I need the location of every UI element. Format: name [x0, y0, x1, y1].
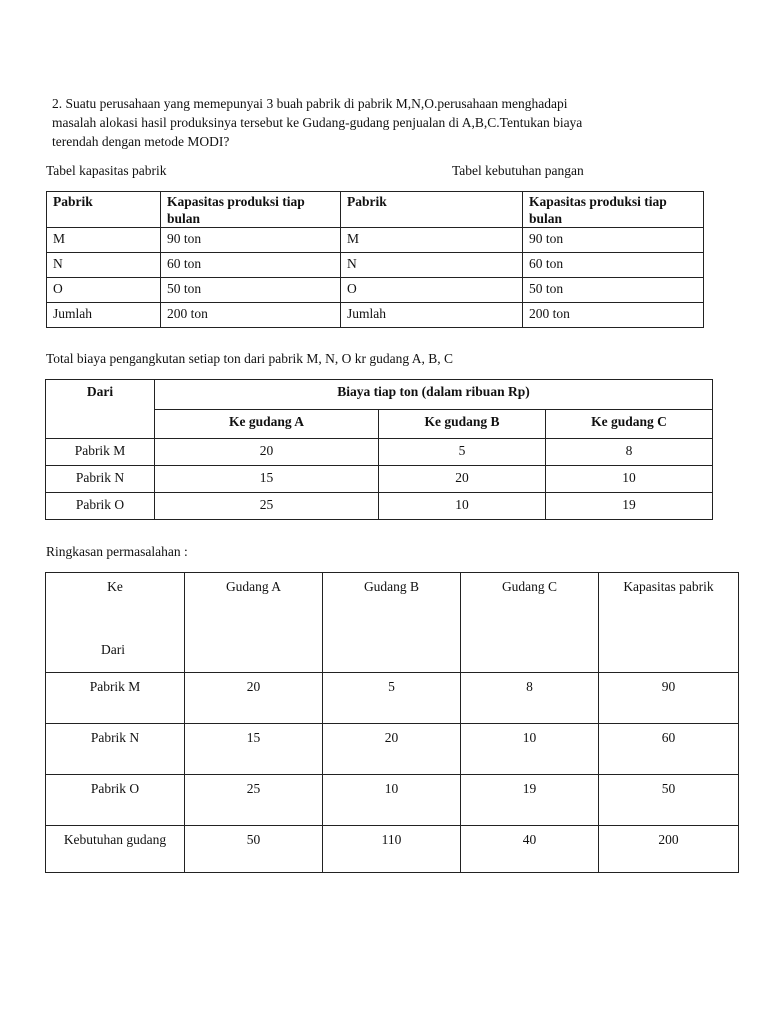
- table-row: [46, 466, 713, 493]
- table-cell: 90: [599, 673, 739, 724]
- table-cell: 50: [185, 826, 323, 873]
- header-cell: Ke gudang B: [379, 410, 546, 439]
- table-cell: O: [341, 278, 523, 303]
- table-cell: 20: [379, 466, 546, 493]
- transport-cost-table: [45, 379, 713, 520]
- table-cell: 5: [379, 439, 546, 466]
- table-cell: Pabrik N: [46, 466, 155, 493]
- header-cell: Gudang B: [323, 573, 461, 673]
- problem-line: masalah alokasi hasil produksinya tersebut ke Gudang-gudang penjualan di A,B,C.Tentukan biaya: [52, 115, 583, 130]
- table-cell: 20: [155, 439, 379, 466]
- table-header-row: [46, 380, 713, 410]
- table-cell: 10: [323, 775, 461, 826]
- table-cell: 10: [546, 466, 713, 493]
- table-cell: 19: [546, 493, 713, 520]
- table-cell: 8: [546, 439, 713, 466]
- table-row: [46, 673, 739, 724]
- problem-statement: [52, 94, 692, 151]
- table-cell: 50 ton: [523, 278, 704, 303]
- table-cell: 200 ton: [161, 303, 341, 328]
- table-cell: 15: [155, 466, 379, 493]
- table-cell: 8: [461, 673, 599, 724]
- table-cell: N: [341, 253, 523, 278]
- table-cell: M: [47, 228, 161, 253]
- table-row: [46, 439, 713, 466]
- ke-label: Ke: [107, 579, 123, 594]
- table-cell: Jumlah: [341, 303, 523, 328]
- table-cell: 50 ton: [161, 278, 341, 303]
- table-row: [46, 493, 713, 520]
- table-row: [46, 775, 739, 826]
- table-cell: Pabrik O: [46, 775, 185, 826]
- table-cell: 90 ton: [523, 228, 704, 253]
- dari-header: Dari: [46, 380, 155, 439]
- table-cell: 90 ton: [161, 228, 341, 253]
- table-row: [46, 724, 739, 775]
- table-cell: O: [47, 278, 161, 303]
- table-cell: M: [341, 228, 523, 253]
- table-row: [47, 228, 704, 253]
- table-header-row: [46, 573, 739, 673]
- summary-table: [45, 572, 739, 873]
- header-cell: Kapasitas produksi tiap bulan: [523, 192, 704, 228]
- table-cell: Pabrik M: [46, 673, 185, 724]
- table-header-row: [47, 192, 704, 228]
- table-cell: 25: [185, 775, 323, 826]
- table-cell: 25: [155, 493, 379, 520]
- caption-ringkasan: Ringkasan permasalahan :: [46, 544, 188, 559]
- table-cell: 60 ton: [523, 253, 704, 278]
- dari-label: Dari: [101, 642, 125, 657]
- cost-group-header: Biaya tiap ton (dalam ribuan Rp): [155, 380, 713, 410]
- table-cell: 40: [461, 826, 599, 873]
- table-cell: 200: [599, 826, 739, 873]
- table-cell: 60 ton: [161, 253, 341, 278]
- caption-kebutuhan: Tabel kebutuhan pangan: [452, 163, 584, 178]
- header-cell: Kapasitas pabrik: [599, 573, 739, 673]
- table-row: [46, 826, 739, 873]
- table-row: [47, 278, 704, 303]
- table-cell: 20: [323, 724, 461, 775]
- header-cell: Pabrik: [341, 192, 523, 228]
- header-cell: Ke gudang C: [546, 410, 713, 439]
- table-cell: 110: [323, 826, 461, 873]
- table-cell: 10: [461, 724, 599, 775]
- table-cell: 19: [461, 775, 599, 826]
- table-cell: 200 ton: [523, 303, 704, 328]
- ke-dari-header: [46, 573, 185, 673]
- table-row: [47, 303, 704, 328]
- problem-line: terendah dengan metode MODI?: [52, 134, 230, 149]
- header-cell: Ke gudang A: [155, 410, 379, 439]
- header-cell: Gudang C: [461, 573, 599, 673]
- header-cell: Gudang A: [185, 573, 323, 673]
- table-cell: 5: [323, 673, 461, 724]
- table-row: [47, 253, 704, 278]
- problem-line: 2. Suatu perusahaan yang memepunyai 3 buah pabrik di pabrik M,N,O.perusahaan menghadapi: [52, 96, 568, 111]
- caption-kapasitas: Tabel kapasitas pabrik: [46, 163, 167, 178]
- table-cell: Pabrik O: [46, 493, 155, 520]
- table-cell: N: [47, 253, 161, 278]
- header-cell: Kapasitas produksi tiap bulan: [161, 192, 341, 228]
- table-cell: 10: [379, 493, 546, 520]
- capacity-table: [46, 191, 704, 328]
- table-cell: Jumlah: [47, 303, 161, 328]
- table-cell: 60: [599, 724, 739, 775]
- header-cell: Pabrik: [47, 192, 161, 228]
- table-cell: 50: [599, 775, 739, 826]
- table-cell: 20: [185, 673, 323, 724]
- table-cell: Pabrik N: [46, 724, 185, 775]
- table-cell: Pabrik M: [46, 439, 155, 466]
- table-cell: 15: [185, 724, 323, 775]
- caption-biaya: Total biaya pengangkutan setiap ton dari pabrik M, N, O kr gudang A, B, C: [46, 351, 453, 366]
- table-cell: Kebutuhan gudang: [46, 826, 185, 873]
